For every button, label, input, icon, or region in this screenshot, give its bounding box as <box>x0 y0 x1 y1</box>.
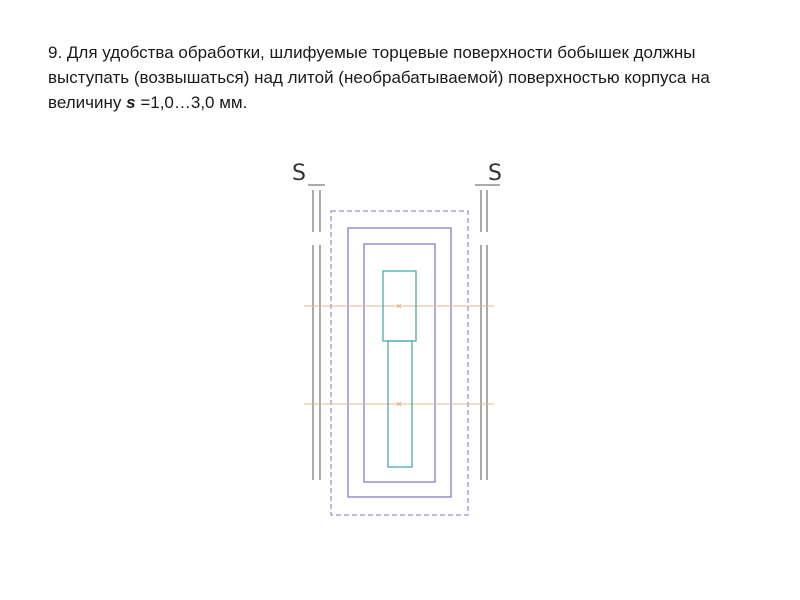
boss-inner-outline <box>364 244 435 482</box>
dimension-lines <box>308 185 500 480</box>
text-after: =1,0…3,0 мм. <box>135 93 248 112</box>
dimension-label-right: S <box>488 161 502 186</box>
center-marks <box>397 304 401 406</box>
center-lines <box>304 306 494 404</box>
text-before: 9. Для удобства обработки, шлифуемые торцевые поверхности бобышек должны выступать (возвышаться) над литой (необрабатываемой) поверхностью корпуса на величину <box>48 43 710 112</box>
casting-outline-dashed <box>331 211 468 515</box>
dimension-label-left: S <box>292 161 306 186</box>
variable-s: s <box>126 93 136 112</box>
